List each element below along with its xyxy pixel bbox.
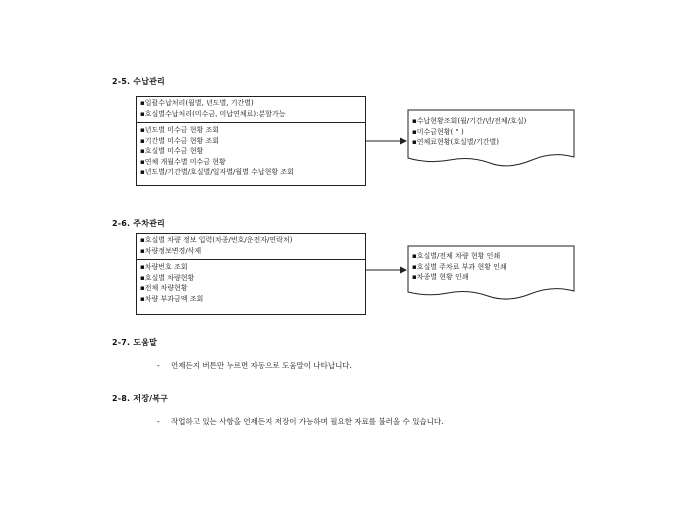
list-item: ▪차량 부과금액 조회 bbox=[140, 294, 204, 303]
section-2-8-heading: 2-8. 저장/복구 bbox=[112, 394, 169, 403]
save-restore-text: 작업하고 있는 사항을 언제든지 저장이 가능하며 필요한 자료를 불러올 수 있습니다. bbox=[171, 417, 444, 426]
list-item: ▪년도별 미수금 현황 조회 bbox=[140, 126, 220, 134]
list-item: ▪미수금현황( " ) bbox=[412, 127, 464, 136]
dash-marker: - bbox=[157, 417, 160, 426]
list-item: ▪호실별 차량 정보 입력(차종/번호/운전자/연락처) bbox=[140, 236, 293, 244]
payment-output-list bbox=[408, 114, 574, 150]
list-item: ▪연체료현황(호실별/기간별) bbox=[412, 138, 499, 146]
save-restore-description bbox=[157, 416, 444, 427]
help-description bbox=[157, 360, 352, 371]
list-item: ▪년도별/기간별/호실별/일자별/월별 수납현황 조회 bbox=[140, 168, 294, 176]
list-item: ▪연체 개월수별 미수금 현황 bbox=[140, 157, 226, 166]
list-item: ▪호실별수납처리(미수금, 미납연체료):분할가능 bbox=[140, 109, 286, 118]
parking-output-list bbox=[408, 249, 574, 285]
section-2-6-heading: 2-6. 주차관리 bbox=[112, 219, 165, 228]
list-item: ▪차량번호 조회 bbox=[140, 263, 188, 271]
section-2-7-heading: 2-7. 도움말 bbox=[112, 338, 158, 347]
list-item: ▪호실별 차량현황 bbox=[140, 273, 195, 282]
section-2-5-heading: 2-5. 수납관리 bbox=[112, 77, 165, 86]
list-item: ▪차량정보변경/삭제 bbox=[140, 246, 202, 255]
list-item: ▪차종별 현황 인쇄 bbox=[412, 273, 469, 281]
list-item: ▪수납현황조회(월/기간/년/전체/호실) bbox=[412, 117, 527, 125]
list-item: ▪기간별 미수금 현황 조회 bbox=[140, 136, 220, 145]
list-item: ▪호실별 미수금 현황 bbox=[140, 147, 204, 155]
list-item: ▪호실별 주차료 부과 현황 인쇄 bbox=[412, 262, 507, 271]
arrow-head bbox=[400, 267, 407, 274]
help-text: 언제든지 버튼만 누르면 자동으로 도움말이 나타납니다. bbox=[171, 361, 352, 370]
dash-marker: - bbox=[157, 361, 160, 370]
list-item: ▪호실별/전체 차량 현황 인쇄 bbox=[412, 252, 501, 260]
list-item: ▪전체 차량현황 bbox=[140, 284, 188, 292]
arrow-head bbox=[400, 138, 407, 145]
list-item: ▪일괄수납처리(월별, 년도별, 기간별) bbox=[140, 99, 254, 107]
